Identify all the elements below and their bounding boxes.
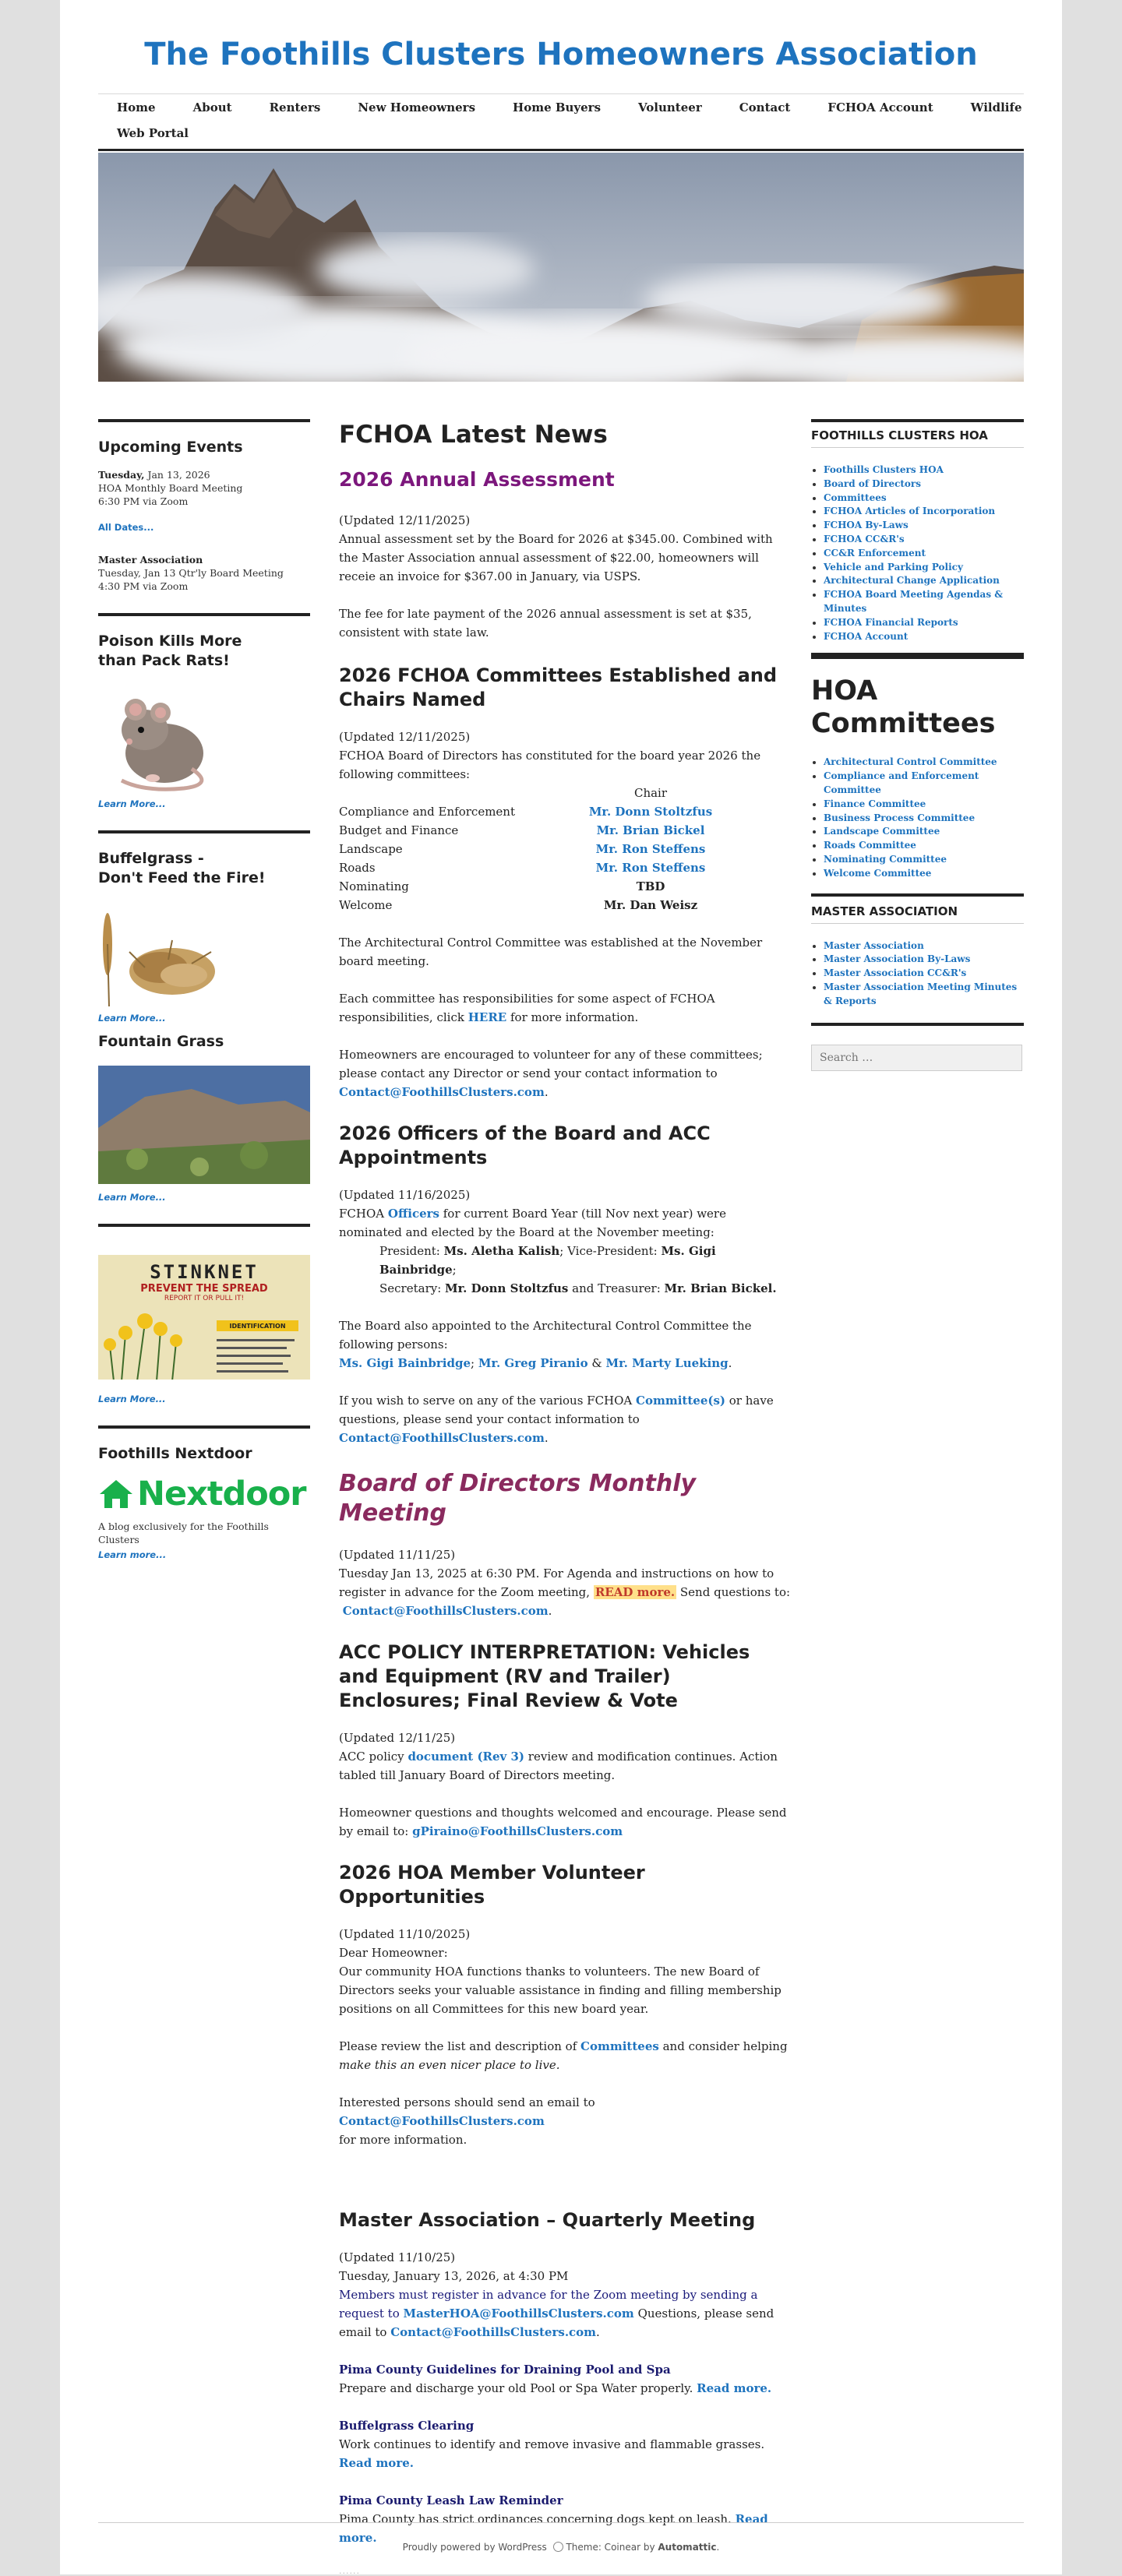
menu-item[interactable]: • Master Association CC&R's bbox=[824, 967, 1024, 981]
house-icon bbox=[98, 1478, 134, 1510]
menu-item[interactable]: • Master Association By-Laws bbox=[824, 953, 1024, 967]
nextdoor-wordmark: Nextdoor bbox=[137, 1475, 306, 1514]
upcoming-events-widget bbox=[98, 419, 310, 593]
nav-contact[interactable]: Contact bbox=[739, 100, 791, 115]
menu-item[interactable]: • CC&R Enforcement bbox=[824, 547, 1024, 561]
piraino-email-link[interactable]: gPiraino@FoothillsClusters.com bbox=[412, 1824, 623, 1838]
chair-header: Chair bbox=[633, 786, 668, 800]
leash-law: Pima County Leash Law Reminder Pima County has strict ordinances concerning dogs kept on leash. Read more. bbox=[339, 2493, 768, 2545]
acc-member-link[interactable]: Ms. Gigi Bainbridge bbox=[339, 1356, 471, 1370]
hoa-committees-title: HOA Committees bbox=[811, 675, 996, 740]
nav-volunteer[interactable]: Volunteer bbox=[638, 100, 702, 115]
upcoming-events-title: Upcoming Events bbox=[98, 439, 243, 456]
committee-row: Roads Mr. Ron Steffens bbox=[339, 858, 791, 877]
master-association-menu bbox=[811, 893, 1024, 1009]
menu-item[interactable]: • FCHOA Financial Reports bbox=[824, 616, 1024, 630]
all-dates-link[interactable]: All Dates... bbox=[98, 522, 154, 533]
menu-item[interactable]: • Business Process Committee bbox=[824, 812, 1024, 826]
fc-hoa-menu bbox=[811, 419, 1024, 643]
read-more-link[interactable]: READ more. bbox=[595, 1585, 676, 1599]
policy-document-link[interactable]: document (Rev 3) bbox=[408, 1750, 525, 1764]
theme-author-link[interactable]: Automattic bbox=[658, 2542, 717, 2553]
chair-link[interactable]: Mr. Ron Steffens bbox=[595, 842, 706, 856]
officers-link[interactable]: Officers bbox=[387, 1207, 439, 1221]
nav-renters[interactable]: Renters bbox=[269, 100, 321, 115]
main-navigation bbox=[98, 93, 1024, 151]
menu-item[interactable]: • FCHOA By-Laws bbox=[824, 519, 1024, 533]
rats-learn-more-link[interactable]: Learn More... bbox=[98, 798, 166, 809]
event-name: HOA Monthly Board Meeting bbox=[98, 482, 243, 494]
here-link[interactable]: HERE bbox=[468, 1010, 507, 1024]
event-master-title: Master Association bbox=[98, 554, 203, 566]
contact-email-link[interactable]: Contact@FoothillsClusters.com bbox=[390, 2325, 597, 2339]
contact-email-link[interactable]: Contact@FoothillsClusters.com bbox=[339, 2114, 545, 2128]
committee-chairs-table bbox=[339, 784, 791, 914]
chair-link[interactable]: Mr. Donn Stoltzfus bbox=[588, 805, 713, 819]
fountain-grass-image[interactable] bbox=[98, 1066, 310, 1184]
buffelgrass-learn-more-link[interactable]: Learn More... bbox=[98, 1013, 166, 1024]
site-footer: Proudly powered by WordPress Theme: Coinear by Automattic. bbox=[98, 2522, 1024, 2553]
serve-text: If you wish to serve on any of the various FCHOA Committee(s) or have questions, please send your contact information to Contact@FoothillsClusters.com. bbox=[339, 1394, 774, 1445]
main-content bbox=[339, 419, 791, 2576]
stinknet-identification: IDENTIFICATION bbox=[229, 1323, 286, 1330]
pool-guidelines: Pima County Guidelines for Draining Pool and Spa Prepare and discharge your old Pool or Spa Water properly. Read more. bbox=[339, 2363, 772, 2395]
acc-member-link[interactable]: Mr. Marty Lueking bbox=[605, 1356, 729, 1370]
committee-row: Welcome Mr. Dan Weisz bbox=[339, 898, 698, 912]
buffelgrass-clearing: Buffelgrass Clearing Work continues to identify and remove invasive and flammable grasses. Read more. bbox=[339, 2419, 765, 2470]
officers-list: President: Ms. Aletha Kalish; Vice-President: Ms. Gigi Bainbridge; Secretary: Mr. Donn Stoltzfus and Treasurer: Mr. Brian Bickel. bbox=[379, 1244, 777, 1295]
menu-item[interactable]: • FCHOA CC&R's bbox=[824, 533, 1024, 547]
event-hoa-board bbox=[98, 468, 310, 508]
stinknet-widget bbox=[98, 1224, 310, 1405]
fountain-grass-title: Fountain Grass bbox=[98, 1033, 224, 1050]
leash-law-title[interactable]: Pima County Leash Law Reminder bbox=[339, 2493, 563, 2507]
stinknet-learn-more-link[interactable]: Learn More... bbox=[98, 1394, 166, 1404]
chair-link[interactable]: Mr. Ron Steffens bbox=[595, 861, 706, 875]
wordpress-credit[interactable]: Proudly powered by WordPress bbox=[402, 2542, 547, 2553]
search-input[interactable] bbox=[811, 1045, 1022, 1071]
menu-item[interactable]: • Vehicle and Parking Policy bbox=[824, 561, 1024, 575]
volunteer-review-text: Please review the list and description of Committees and consider helping make this an even nicer place to live. bbox=[339, 2039, 788, 2072]
site-title[interactable]: The Foothills Clusters Homeowners Association bbox=[144, 37, 978, 72]
nav-about[interactable]: About bbox=[192, 100, 232, 115]
menu-item[interactable]: • Master Association bbox=[824, 939, 1024, 953]
hoa-committees-menu bbox=[811, 656, 1024, 880]
menu-item[interactable]: • Architectural Change Application bbox=[824, 574, 1024, 588]
event-master-name: Tuesday, Jan 13 Qtr'ly Board Meeting bbox=[98, 567, 284, 579]
committees-link[interactable]: Committees bbox=[580, 2039, 659, 2053]
nav-fchoa-account[interactable]: FCHOA Account bbox=[827, 100, 933, 115]
volunteer-title[interactable]: 2026 HOA Member Volunteer Opportunities bbox=[339, 1862, 645, 1908]
menu-item[interactable]: • Master Association Meeting Minutes & Reports bbox=[824, 981, 1024, 1009]
event-date: Jan 13, 2026 bbox=[144, 469, 210, 481]
pool-guidelines-title[interactable]: Pima County Guidelines for Draining Pool and Spa bbox=[339, 2363, 671, 2377]
wordpress-icon bbox=[553, 2542, 563, 2552]
right-sidebar bbox=[811, 419, 1024, 1091]
buffelgrass-title: Buffelgrass - Don't Feed the Fire! bbox=[98, 850, 266, 886]
page bbox=[60, 0, 1062, 2574]
menu-item[interactable]: • Foothills Clusters HOA bbox=[824, 463, 1024, 477]
stinknet-title: STINKNET bbox=[150, 1261, 259, 1283]
header-image bbox=[98, 153, 1024, 382]
master-hoa-email-link[interactable]: MasterHOA@FoothillsClusters.com bbox=[403, 2306, 634, 2321]
pack-rats-widget bbox=[98, 613, 310, 810]
buffelgrass-clearing-title[interactable]: Buffelgrass Clearing bbox=[339, 2419, 475, 2433]
menu-item[interactable]: • FCHOA Account bbox=[824, 630, 1024, 644]
contact-email-link[interactable]: Contact@FoothillsClusters.com bbox=[339, 1431, 545, 1445]
trailing-dots: ...... bbox=[339, 2566, 360, 2576]
acc-policy-text: (Updated 12/11/25) ACC policy document (Rev 3) review and modification continues. Action tabled till January Board of Directors meeting. bbox=[339, 1731, 778, 1782]
menu-item[interactable]: • FCHOA Articles of Incorporation bbox=[824, 505, 1024, 519]
buffelgrass-read-more-link[interactable]: Read more. bbox=[339, 2456, 414, 2470]
chair-link[interactable]: Mr. Brian Bickel bbox=[596, 823, 705, 837]
stinknet-sub1: PREVENT THE SPREAD bbox=[140, 1283, 268, 1295]
nav-wildlife[interactable]: Wildlife bbox=[970, 100, 1022, 115]
acc-established-text: The Architectural Control Committee was established at the November board meeting. bbox=[339, 936, 763, 968]
committees-title[interactable]: 2026 FCHOA Committees Established and Chairs Named bbox=[339, 664, 778, 710]
committee-row: Nominating TBD bbox=[339, 879, 665, 893]
master-association-title: MASTER ASSOCIATION bbox=[811, 904, 1024, 924]
master-association-list bbox=[811, 939, 1024, 1009]
nav-home-buyers[interactable]: Home Buyers bbox=[513, 100, 602, 115]
contact-email-link[interactable]: Contact@FoothillsClusters.com bbox=[339, 1085, 545, 1099]
committee-responsibilities-text: Each committee has responsibilities for some aspect of FCHOA responsibilities, click HERE for more information. bbox=[339, 992, 715, 1024]
menu-item[interactable]: • Board of Directors bbox=[824, 477, 1024, 492]
committee-row: Budget and Finance Mr. Brian Bickel bbox=[339, 821, 791, 840]
fc-hoa-list bbox=[811, 463, 1024, 643]
officers-title[interactable]: 2026 Officers of the Board and ACC Appointments bbox=[339, 1122, 711, 1168]
nextdoor-logo[interactable] bbox=[98, 1475, 310, 1514]
event-master-time: 4:30 PM via Zoom bbox=[98, 580, 189, 592]
left-sidebar bbox=[98, 419, 310, 1581]
leash-read-more-link[interactable]: Read more. bbox=[339, 2512, 768, 2545]
rat-image[interactable] bbox=[98, 675, 223, 792]
acc-policy-questions: Homeowner questions and thoughts welcomed and encourage. Please send by email to: gPiraino@FoothillsClusters.com bbox=[339, 1806, 787, 1838]
stinknet-image[interactable] bbox=[98, 1255, 310, 1380]
buffelgrass-image[interactable] bbox=[98, 897, 223, 1006]
buffelgrass-widget bbox=[98, 830, 310, 1203]
menu-item[interactable]: • Welcome Committee bbox=[824, 867, 1024, 881]
event-day: Tuesday, bbox=[98, 469, 145, 481]
committee-row: Compliance and Enforcement Mr. Donn Stoltzfus bbox=[339, 802, 791, 821]
fc-hoa-title: FOOTHILLS CLUSTERS HOA bbox=[811, 428, 1024, 448]
menu-item[interactable]: • Architectural Control Committee bbox=[824, 756, 1024, 770]
pool-read-more-link[interactable]: Read more. bbox=[697, 2381, 772, 2395]
content-wrapper bbox=[98, 0, 1024, 2576]
committees-link[interactable]: Committee(s) bbox=[636, 1394, 725, 1408]
committees-intro: (Updated 12/11/2025) FCHOA Board of Directors has constituted for the board year 2026 the following committees: bbox=[339, 730, 761, 781]
nextdoor-title: Foothills Nextdoor bbox=[98, 1445, 252, 1462]
menu-item[interactable]: • Nominating Committee bbox=[824, 853, 1024, 867]
volunteer-text: (Updated 11/10/2025) Dear Homeowner: Our community HOA functions thanks to volunteers. The new Board of Directors seeks your valuable assistance in finding and filling membership positions on all Committees for this new board year. bbox=[339, 1927, 782, 2016]
bod-meeting-title[interactable]: Board of Directors Monthly Meeting bbox=[339, 1470, 697, 1527]
contact-email-link[interactable]: Contact@FoothillsClusters.com bbox=[342, 1604, 549, 1618]
nav-new-homeowners[interactable]: New Homeowners bbox=[358, 100, 476, 115]
menu-item[interactable]: • Roads Committee bbox=[824, 839, 1024, 853]
stinknet-sub2: REPORT IT OR PULL IT! bbox=[164, 1295, 245, 1302]
nextdoor-widget bbox=[98, 1425, 310, 1561]
assessment-title[interactable]: 2026 Annual Assessment bbox=[339, 468, 615, 491]
menu-item[interactable]: • Finance Committee bbox=[824, 798, 1024, 812]
late-fee-text: The fee for late payment of the 2026 annual assessment is set at $35, consistent with state law. bbox=[339, 607, 752, 640]
bod-meeting-text: (Updated 11/11/25) Tuesday Jan 13, 2025 at 6:30 PM. For Agenda and instructions on how to register in advance for the Zoom meeting, READ more. Send questions to: Contact@FoothillsClusters.com. bbox=[339, 1548, 791, 1618]
committee-row: Landscape Mr. Ron Steffens bbox=[339, 840, 791, 858]
page-title: FCHOA Latest News bbox=[339, 421, 608, 449]
theme-credit: Theme: Coinear by bbox=[566, 2542, 658, 2553]
nav-web-portal[interactable]: Web Portal bbox=[117, 125, 189, 140]
master-meeting-text: (Updated 11/10/25) Tuesday, January 13, 2026, at 4:30 PM Members must register in advance for the Zoom meeting by sending a request to MasterHOA@FoothillsClusters.com Questions, please send email to Contact@FoothillsClusters.com. bbox=[339, 2250, 774, 2339]
hoa-committees-list bbox=[811, 756, 1024, 880]
acc-appointments-text: The Board also appointed to the Architectural Control Committee the following persons: Ms. Gigi Bainbridge; Mr. Greg Piranio & Mr. Marty Lueking. bbox=[339, 1319, 752, 1370]
nextdoor-learn-more-link[interactable]: Learn more... bbox=[98, 1549, 167, 1560]
acc-policy-title[interactable]: ACC POLICY INTERPRETATION: Vehicles and Equipment (RV and Trailer) Enclosures; Final Review & Vote bbox=[339, 1641, 750, 1711]
volunteer-encourage-text: Homeowners are encouraged to volunteer for any of these committees; please contact any Director or send your contact information to Contact@FoothillsClusters.com. bbox=[339, 1048, 763, 1099]
officers-text: (Updated 11/16/2025) FCHOA Officers for current Board Year (till Nov next year) were nominated and elected by the Board at the November meeting: bbox=[339, 1188, 726, 1239]
nextdoor-text: A blog exclusively for the Foothills Clusters bbox=[98, 1521, 269, 1545]
menu-item[interactable]: • Landscape Committee bbox=[824, 825, 1024, 839]
fountain-grass-learn-more-link[interactable]: Learn More... bbox=[98, 1192, 166, 1203]
menu-item[interactable]: • Compliance and Enforcement Committee bbox=[824, 770, 1024, 798]
event-master bbox=[98, 553, 310, 593]
event-time: 6:30 PM via Zoom bbox=[98, 495, 189, 507]
search-widget bbox=[811, 1023, 1024, 1071]
volunteer-email-text: Interested persons should send an email to Contact@FoothillsClusters.com for more information. bbox=[339, 2095, 595, 2147]
pack-rats-title: Poison Kills More than Pack Rats! bbox=[98, 633, 242, 669]
menu-item[interactable]: • Committees bbox=[824, 492, 1024, 506]
acc-member-link[interactable]: Mr. Greg Piranio bbox=[478, 1356, 588, 1370]
master-meeting-title[interactable]: Master Association – Quarterly Meeting bbox=[339, 2209, 756, 2231]
nav-home[interactable]: Home bbox=[117, 100, 156, 115]
assessment-text: (Updated 12/11/2025) Annual assessment set by the Board for 2026 at $345.00. Combined with the Master Association annual assessment of $22.00, homeowners will receie an invoice for $367.00 in January, via USPS. bbox=[339, 513, 773, 583]
menu-item[interactable]: • FCHOA Board Meeting Agendas & Minutes bbox=[824, 588, 1024, 616]
